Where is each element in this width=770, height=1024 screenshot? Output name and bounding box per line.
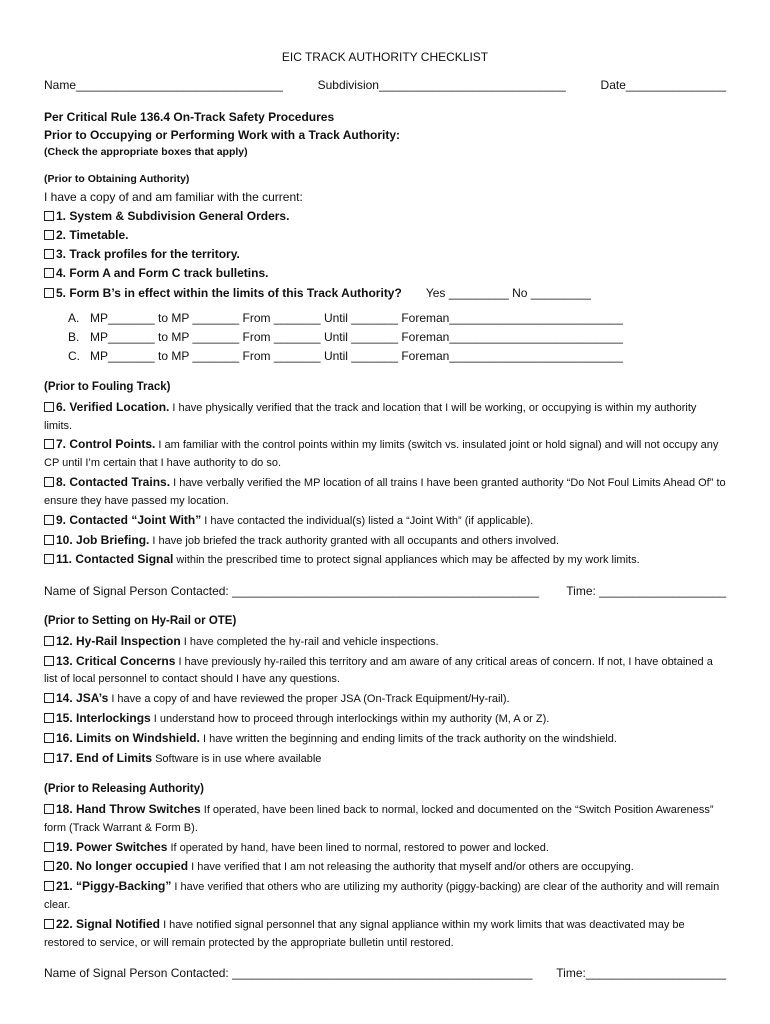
checklist-item-8[interactable] bbox=[44, 473, 726, 511]
signal-contact-line-1 bbox=[44, 582, 726, 600]
item-text: I have verified that I am not releasing the authority that myself and/or others are occupying. bbox=[188, 861, 634, 874]
checkbox[interactable] bbox=[44, 249, 54, 259]
item-text: I understand how to proceed through interlockings within my authority (M, A or Z). bbox=[150, 712, 550, 725]
item-text: Software is in use where available bbox=[152, 752, 322, 765]
item-label: 16. Limits on Windshield. bbox=[56, 730, 200, 745]
item-text: I have previously hy-railed this territory and am aware of any critical areas of concern. If not, I have obtained a list of local personnel to contact should I have any questions. bbox=[44, 655, 713, 686]
checkbox[interactable] bbox=[44, 268, 54, 278]
checklist-item-21[interactable] bbox=[44, 877, 726, 915]
checkbox[interactable] bbox=[44, 919, 54, 929]
item-text: within the prescribed time to protect signal appliances which may be affected by my work limits. bbox=[173, 554, 640, 567]
item-label: 14. JSA’s bbox=[56, 691, 109, 706]
item-text: I have verified that others who are utilizing my authority (piggy-backing) are clear of the authority and will remain clear. bbox=[44, 881, 720, 911]
checklist-item-1[interactable] bbox=[44, 207, 726, 226]
item-label: 19. Power Switches bbox=[56, 839, 168, 854]
item-text: If operated by hand, have been lined to normal, restored to power and locked. bbox=[167, 841, 549, 854]
checklist-item-4[interactable] bbox=[44, 264, 726, 283]
item-text: I have written the beginning and ending limits of the track authority on the windshield. bbox=[199, 732, 617, 745]
check-note: (Check the appropriate boxes that apply) bbox=[44, 146, 248, 158]
item-label: 4. Form A and Form C track bulletins. bbox=[56, 266, 269, 281]
checkbox[interactable] bbox=[44, 439, 54, 449]
header-fields bbox=[44, 76, 726, 94]
checkbox[interactable] bbox=[44, 881, 54, 891]
checklist-item-20[interactable] bbox=[44, 857, 726, 877]
item-label: 1. System & Subdivision General Orders. bbox=[56, 208, 290, 223]
item-text: I have physically verified that the track and location that I will be working, or occupying is within my authority limits. bbox=[44, 401, 697, 432]
obtaining-heading: (Prior to Obtaining Authority) bbox=[44, 172, 190, 185]
item-text: I have verbally verified the MP location of all trains I have been granted authority “Do Not Foul Limits Ahead Of” to ensure they have passed my location. bbox=[44, 477, 726, 507]
prior-heading: Prior to Occupying or Performing Work with a Track Authority: bbox=[44, 128, 401, 142]
checklist-item-14[interactable] bbox=[44, 689, 726, 709]
hyrail-heading: (Prior to Setting on Hy-Rail or OTE) bbox=[44, 615, 237, 628]
checklist-item-2[interactable] bbox=[44, 226, 726, 245]
releasing-heading: (Prior to Releasing Authority) bbox=[44, 783, 204, 796]
form-title: EIC TRACK AUTHORITY CHECKLIST bbox=[281, 50, 489, 64]
item-text: I have job briefed the track authority granted with all occupants and others involved. bbox=[149, 534, 560, 547]
item-label: 5. Form B’s in effect within the limits of this Track Authority? bbox=[56, 285, 402, 300]
checkbox[interactable] bbox=[44, 861, 54, 871]
signal-person-field[interactable]: Name of Signal Person Contacted: _____________________________________________ bbox=[44, 966, 533, 981]
checkbox[interactable] bbox=[44, 842, 54, 852]
milepost-row-b[interactable] bbox=[68, 328, 726, 347]
checkbox[interactable] bbox=[44, 554, 54, 564]
checklist-item-18[interactable] bbox=[44, 800, 726, 838]
checklist-item-17[interactable] bbox=[44, 749, 726, 769]
item-text: I have a copy of and have reviewed the proper JSA (On-Track Equipment/Hy-rail). bbox=[108, 693, 510, 706]
checklist-item-22[interactable] bbox=[44, 915, 726, 953]
milepost-row-a[interactable] bbox=[68, 309, 726, 328]
obtaining-intro: I have a copy of and am familiar with the current: bbox=[44, 189, 303, 204]
item-label: 6. Verified Location. bbox=[56, 399, 170, 414]
checklist-item-11[interactable] bbox=[44, 550, 726, 570]
item-label: 18. Hand Throw Switches bbox=[56, 801, 201, 816]
item-label: 3. Track profiles for the territory. bbox=[56, 247, 240, 262]
item-label: 2. Timetable. bbox=[56, 227, 129, 242]
row-fields[interactable]: MP_______ to MP _______ From _______ Until _______ Foreman__________________________ bbox=[90, 310, 623, 325]
item-label: 17. End of Limits bbox=[56, 750, 153, 765]
item-text: I have completed the hy-rail and vehicle inspections. bbox=[180, 635, 439, 648]
subdivision-field[interactable]: Subdivision____________________________ bbox=[317, 78, 566, 92]
checklist-item-3[interactable] bbox=[44, 245, 726, 264]
item-label: 7. Control Points. bbox=[56, 437, 156, 452]
name-field[interactable]: Name_______________________________ bbox=[44, 78, 283, 92]
checkbox[interactable] bbox=[44, 515, 54, 525]
checklist-item-19[interactable] bbox=[44, 838, 726, 858]
item-label: 21. “Piggy-Backing” bbox=[56, 879, 172, 894]
item-text: I have notified signal personnel that any signal appliance within my work limits that was deactivated may be restored to service, or will remain protected by the appropriate bulletin until restored. bbox=[44, 918, 685, 949]
item-label: 15. Interlockings bbox=[56, 710, 151, 725]
item-label: 9. Contacted “Joint With” bbox=[56, 512, 202, 527]
checkbox[interactable] bbox=[44, 230, 54, 240]
checkbox[interactable] bbox=[44, 636, 54, 646]
milepost-row-c[interactable] bbox=[68, 347, 726, 366]
item-label: 12. Hy-Rail Inspection bbox=[56, 633, 181, 648]
checklist-item-16[interactable] bbox=[44, 729, 726, 749]
date-field[interactable]: Date_______________ bbox=[600, 78, 726, 92]
checklist-item-10[interactable] bbox=[44, 531, 726, 551]
item-label: 11. Contacted Signal bbox=[56, 552, 174, 567]
item-label: 22. Signal Notified bbox=[56, 916, 161, 931]
time-field[interactable]: Time:_____________________ bbox=[556, 966, 726, 981]
item-text: I am familiar with the control points within my limits (switch vs. insulated joint or hold signal) and will not occupy any CP until I’m certain that I have authority to do so. bbox=[44, 439, 719, 470]
checklist-item-9[interactable] bbox=[44, 511, 726, 531]
row-letter: A. bbox=[68, 310, 80, 325]
checkbox[interactable] bbox=[44, 402, 54, 412]
row-letter: C. bbox=[68, 349, 80, 364]
item-label: 20. No longer occupied bbox=[56, 859, 189, 874]
signal-person-field[interactable]: Name of Signal Person Contacted: ______________________________________________ bbox=[44, 584, 540, 599]
row-letter: B. bbox=[68, 329, 80, 344]
checkbox[interactable] bbox=[44, 477, 54, 487]
rule-heading: Per Critical Rule 136.4 On-Track Safety Procedures bbox=[44, 110, 335, 124]
checklist-item-13[interactable] bbox=[44, 652, 726, 690]
signal-contact-line-2 bbox=[44, 964, 726, 982]
checkbox[interactable] bbox=[44, 713, 54, 723]
checkbox[interactable] bbox=[44, 288, 54, 298]
checkbox[interactable] bbox=[44, 211, 54, 221]
checkbox[interactable] bbox=[44, 656, 54, 666]
checkbox[interactable] bbox=[44, 804, 54, 814]
checklist-item-15[interactable] bbox=[44, 709, 726, 729]
checklist-item-7[interactable] bbox=[44, 435, 726, 473]
checkbox[interactable] bbox=[44, 753, 54, 763]
item-text: I have contacted the individual(s) listed a “Joint With” (if applicable). bbox=[201, 514, 534, 527]
checkbox[interactable] bbox=[44, 535, 54, 545]
checkbox[interactable] bbox=[44, 733, 54, 743]
checkbox[interactable] bbox=[44, 693, 54, 703]
checklist-item-12[interactable] bbox=[44, 632, 726, 652]
row-fields[interactable]: MP_______ to MP _______ From _______ Until _______ Foreman__________________________ bbox=[90, 329, 623, 344]
row-fields[interactable]: MP_______ to MP _______ From _______ Until _______ Foreman__________________________ bbox=[90, 349, 623, 364]
fouling-heading: (Prior to Fouling Track) bbox=[44, 381, 171, 394]
checklist-item-5[interactable] bbox=[44, 284, 726, 303]
milepost-list bbox=[68, 309, 726, 367]
yes-no-field[interactable]: Yes _________ No _________ bbox=[425, 285, 591, 300]
item-label: 10. Job Briefing. bbox=[56, 532, 150, 547]
item-text: If operated, have been lined back to normal, locked and documented on the “Switch Position Awareness” form (Track Warrant & Form B). bbox=[44, 803, 714, 834]
checklist-item-6[interactable] bbox=[44, 398, 726, 436]
item-label: 13. Critical Concerns bbox=[56, 653, 176, 668]
item-label: 8. Contacted Trains. bbox=[56, 475, 171, 490]
time-field[interactable]: Time: ___________________ bbox=[566, 584, 726, 599]
